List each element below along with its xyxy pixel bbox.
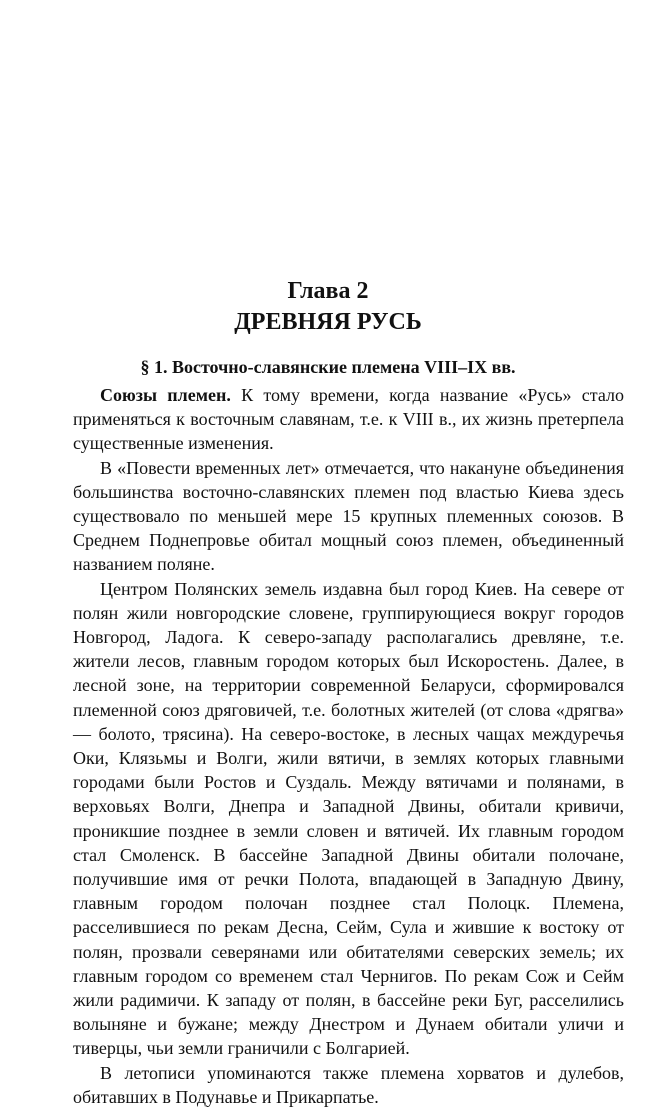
paragraph-1-text: К тому времени, когда название «Русь» стало применяться к восточным славянам, т.е. к VIII в., их жизнь претерпела существенные изменения. xyxy=(73,385,625,454)
body-text xyxy=(73,383,624,1109)
paragraph-2: В «Повести временных лет» отмечается, что накануне объединения большинства восточно-славянских племен под властью Киева здесь существовало по меньшей мере 15 крупных племенных союзов. В Среднем Поднепровье обитал мощный союз племен, объединенный названием поляне. xyxy=(73,457,624,575)
paragraph-3: Центром Полянских земель издавна был город Киев. На севере от полян жили новгородские словене, группирующиеся вокруг городов Новгород, Ладога. К северо-западу располагались древляне, т.е. жители лесов, главным городом которых был Искоростень. Далее, в лесной зоне, на территории современной Беларуси, сформировался племенной союз дряговичей, т.е. болотных жителей (от слова «дрягва» — болото, трясина). На северо-востоке, в лесных чащах междуречья Оки, Клязьмы и Волги, жили вятичи, в землях которых главными городами были Ростов и Суздаль. Между вятичами и полянами, в верховьях Волги, Днепра и Западной Двины, обитали кривичи, проникшие позднее в земли словен и вятичей. Их главным городом стал Смоленск. В бассейне Западной Двины обитали полочане, получившие имя от речки Полота, впадающей в Западную Двину, главным городом полочан позднее стал Полоцк. Племена, расселившиеся по рекам Десна, Сейм, Сула и жившие к востоку от полян, прозвали северянами или обитателями северских земель; их главным городом со временем стал Чернигов. По рекам Сож и Сейм жили радимичи. К западу от полян, в бассейне реки Буг, расселились волыняне и бужане; между Днестром и Дунаем обитали уличи и тиверцы, чьи земли граничили с Болгарией. xyxy=(73,578,624,1059)
paragraph-4: В летописи упоминаются также племена хорватов и дулебов, обитавших в Подунавье и Прикарпатье. xyxy=(73,1062,624,1107)
section-title: § 1. Восточно-славянские племена VIII–IX вв. xyxy=(140,357,516,377)
paragraph-lead: Союзы племен. xyxy=(100,385,231,405)
chapter-title: ДРЕВНЯЯ РУСЬ xyxy=(234,309,422,335)
paragraph-1 xyxy=(73,383,624,456)
chapter-number: Глава 2 xyxy=(287,278,369,304)
